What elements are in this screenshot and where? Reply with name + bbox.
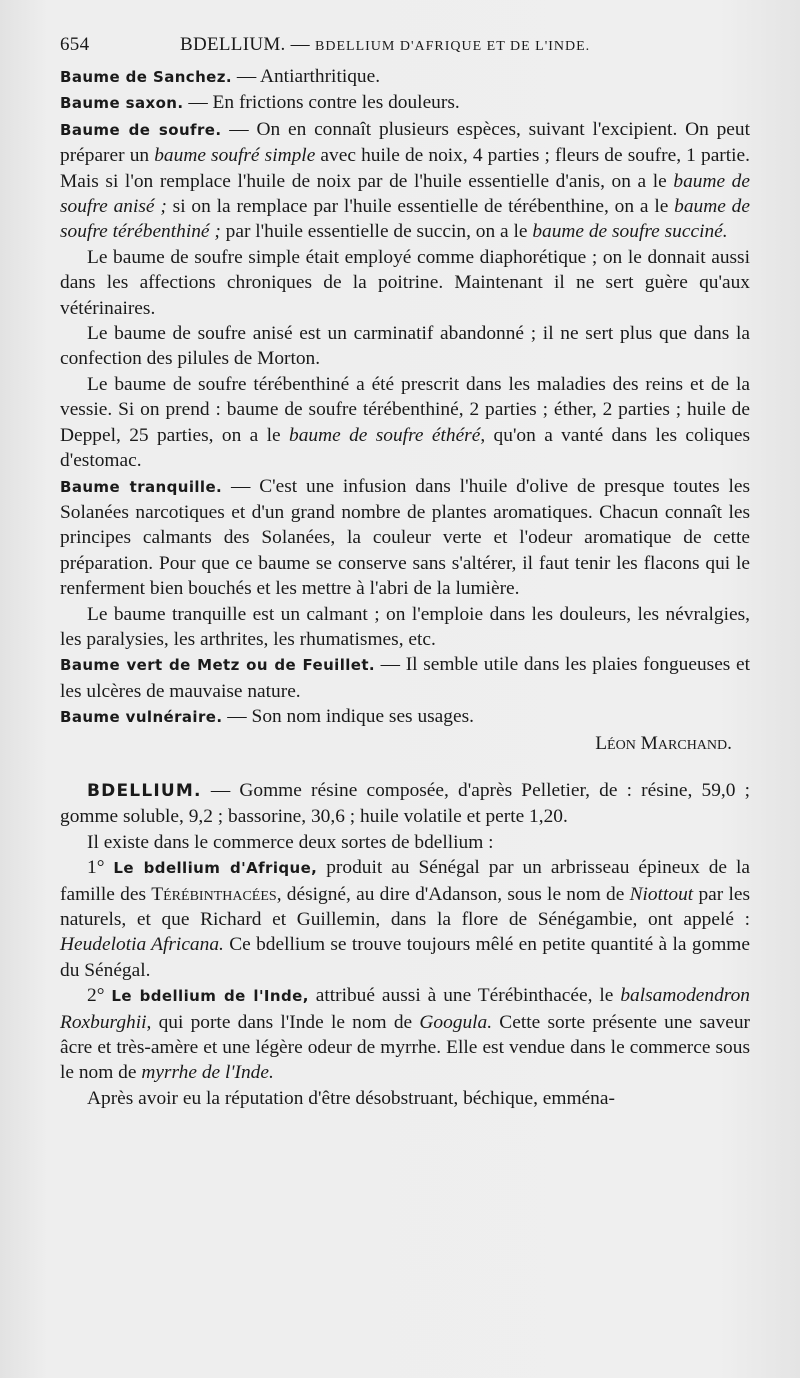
entry-bdellium-inde (60, 983, 750, 1086)
entry-text: — Gomme résine composée, d'après Pelletier, de : résine, 59,0 ; gomme soluble, 9,2 ; bassorine, 30,6 ; huile volatile et perte 1,20. (60, 779, 750, 828)
entry-bdellium (60, 778, 750, 830)
entry-baume-saxon (60, 90, 750, 116)
entry-heading: Baume de soufre. (60, 120, 222, 139)
italic-term: baume de soufre térébenthiné ; (60, 196, 750, 243)
italic-term: myrrhe de l'Inde. (141, 1062, 274, 1084)
list-number: 1° (87, 857, 105, 879)
entry-heading: Le bdellium de l'Inde, (111, 987, 309, 1006)
small-caps-term: Térébinthacées (151, 883, 277, 905)
main-heading: BDELLIUM. (87, 780, 202, 801)
entry-baume-vulneraire (60, 704, 750, 730)
italic-term: baume de soufre éthéré (289, 424, 481, 446)
page-number: 654 (60, 34, 90, 55)
entry-text: produit au Sénégal par un arbrisseau épineux de la famille des (60, 857, 750, 905)
running-header (60, 26, 750, 64)
author-signature: Léon Marchand. (595, 732, 732, 754)
entry-bdellium-afrique (60, 855, 750, 983)
section-gap (60, 756, 750, 778)
entry-text: , qu'on a vanté dans les coliques d'estomac. (60, 424, 750, 472)
entry-text: — Antiarthritique. (231, 66, 381, 87)
paragraph: Le baume de soufre anisé est un carminatif abandonné ; il ne sert plus que dans la confection des pilules de Morton. (60, 323, 750, 370)
entry-text: par l'huile essentielle de succin, on a le (220, 221, 533, 243)
entry-text: — On en connaît plusieurs espèces, suivant l'excipient. On peut préparer un (60, 118, 750, 167)
entry-text: , qui porte dans l'Inde le nom de (146, 1011, 420, 1033)
entry-text: — Il semble utile dans les plaies fongueuses et les ulcères de mauvaise nature. (60, 654, 750, 702)
entry-baume-sanchez (60, 64, 750, 90)
entry-baume-soufre (60, 117, 750, 245)
entry-baume-vert (60, 652, 750, 704)
entry-heading: Baume vulnéraire. (60, 708, 223, 727)
italic-term: Heudelotia Africana. (60, 934, 224, 956)
italic-term: Niottout (629, 883, 694, 905)
body-text (60, 64, 750, 1111)
entry-heading: Baume tranquille. (60, 477, 223, 496)
entry-text: — Son nom indique ses usages. (222, 706, 474, 728)
entry-heading: Baume saxon. (60, 94, 184, 113)
entry-text: par les naturels, et que Richard et Guillemin, dans la flore de Sénégambie, ont appelé : (60, 883, 750, 930)
entry-text: — C'est une infusion dans l'huile d'olive de presque toutes les Solanées narcotiques et d'un grand nombre de plantes aromatiques. Chacun connaît les principes calmants des Solanées, la couleur verte et l'odeur aromatique de cette préparation. Pour que ce baume se conserve sans s'altérer, il faut tenir les flacons qui le renferment bien bouchés et les mettre à l'abri de la lumière. (60, 475, 750, 600)
italic-term: baume soufré simple (154, 145, 316, 167)
list-number: 2° (87, 985, 105, 1007)
entry-text: avec huile de noix, 4 parties ; fleurs de soufre, 1 partie. Mais si l'on remplace l'huile de noix par de l'huile essentielle d'anis, on a le (60, 145, 750, 192)
entry-text: Le baume de soufre térébenthiné a été prescrit dans les maladies des reins et de la vessie. Si on prend : baume de soufre térébenthiné, 2 parties ; éther, 2 parties ; huile de Deppel, 25 parties, on a le (60, 373, 750, 446)
entry-text: , désigné, au dire d'Adanson, sous le nom de (276, 883, 630, 905)
entry-text: attribué aussi à une Térébinthacée, le (308, 985, 621, 1007)
paragraph (60, 372, 750, 474)
italic-term: baume de soufre succiné. (532, 221, 728, 243)
entry-text: si on la remplace par l'huile essentielle de térébenthine, on a le (166, 196, 675, 218)
italic-term: baume de soufre anisé ; (60, 170, 750, 218)
paragraph: Le baume de soufre simple était employé comme diaphorétique ; on le donnait aussi dans les affections chroniques de la poitrine. Maintenant il ne sert guère qu'aux vétérinaires. (60, 246, 750, 319)
running-title-sub: BDELLIUM D'AFRIQUE ET DE L'INDE. (315, 39, 591, 54)
italic-term: Googula. (419, 1011, 493, 1033)
running-title (180, 26, 590, 66)
paragraph: Le baume tranquille est un calmant ; on l'emploie dans les douleurs, les névralgies, les paralysies, les arthrites, les rhumatismes, etc. (60, 603, 750, 650)
running-title-main: BDELLIUM. — (180, 34, 310, 55)
paragraph: Il existe dans le commerce deux sortes de bdellium : (87, 831, 494, 853)
entry-heading: Baume de Sanchez. (60, 68, 232, 86)
italic-term: balsamodendron Roxburghii (60, 985, 750, 1033)
paragraph: Après avoir eu la réputation d'être désobstruant, béchique, emména- (87, 1087, 615, 1109)
entry-heading: Baume vert de Metz ou de Feuillet. (60, 656, 376, 675)
entry-baume-tranquille (60, 474, 750, 602)
entry-text: Ce bdellium se trouve toujours mêlé en petite quantité à la gomme du Sénégal. (60, 934, 750, 981)
entry-heading: Le bdellium d'Afrique, (113, 859, 318, 878)
entry-text: — En frictions contre les douleurs. (183, 92, 460, 114)
entry-text: Cette sorte présente une saveur âcre et très-amère et une légère odeur de myrrhe. Elle est vendue dans le commerce sous le nom de (60, 1011, 750, 1084)
